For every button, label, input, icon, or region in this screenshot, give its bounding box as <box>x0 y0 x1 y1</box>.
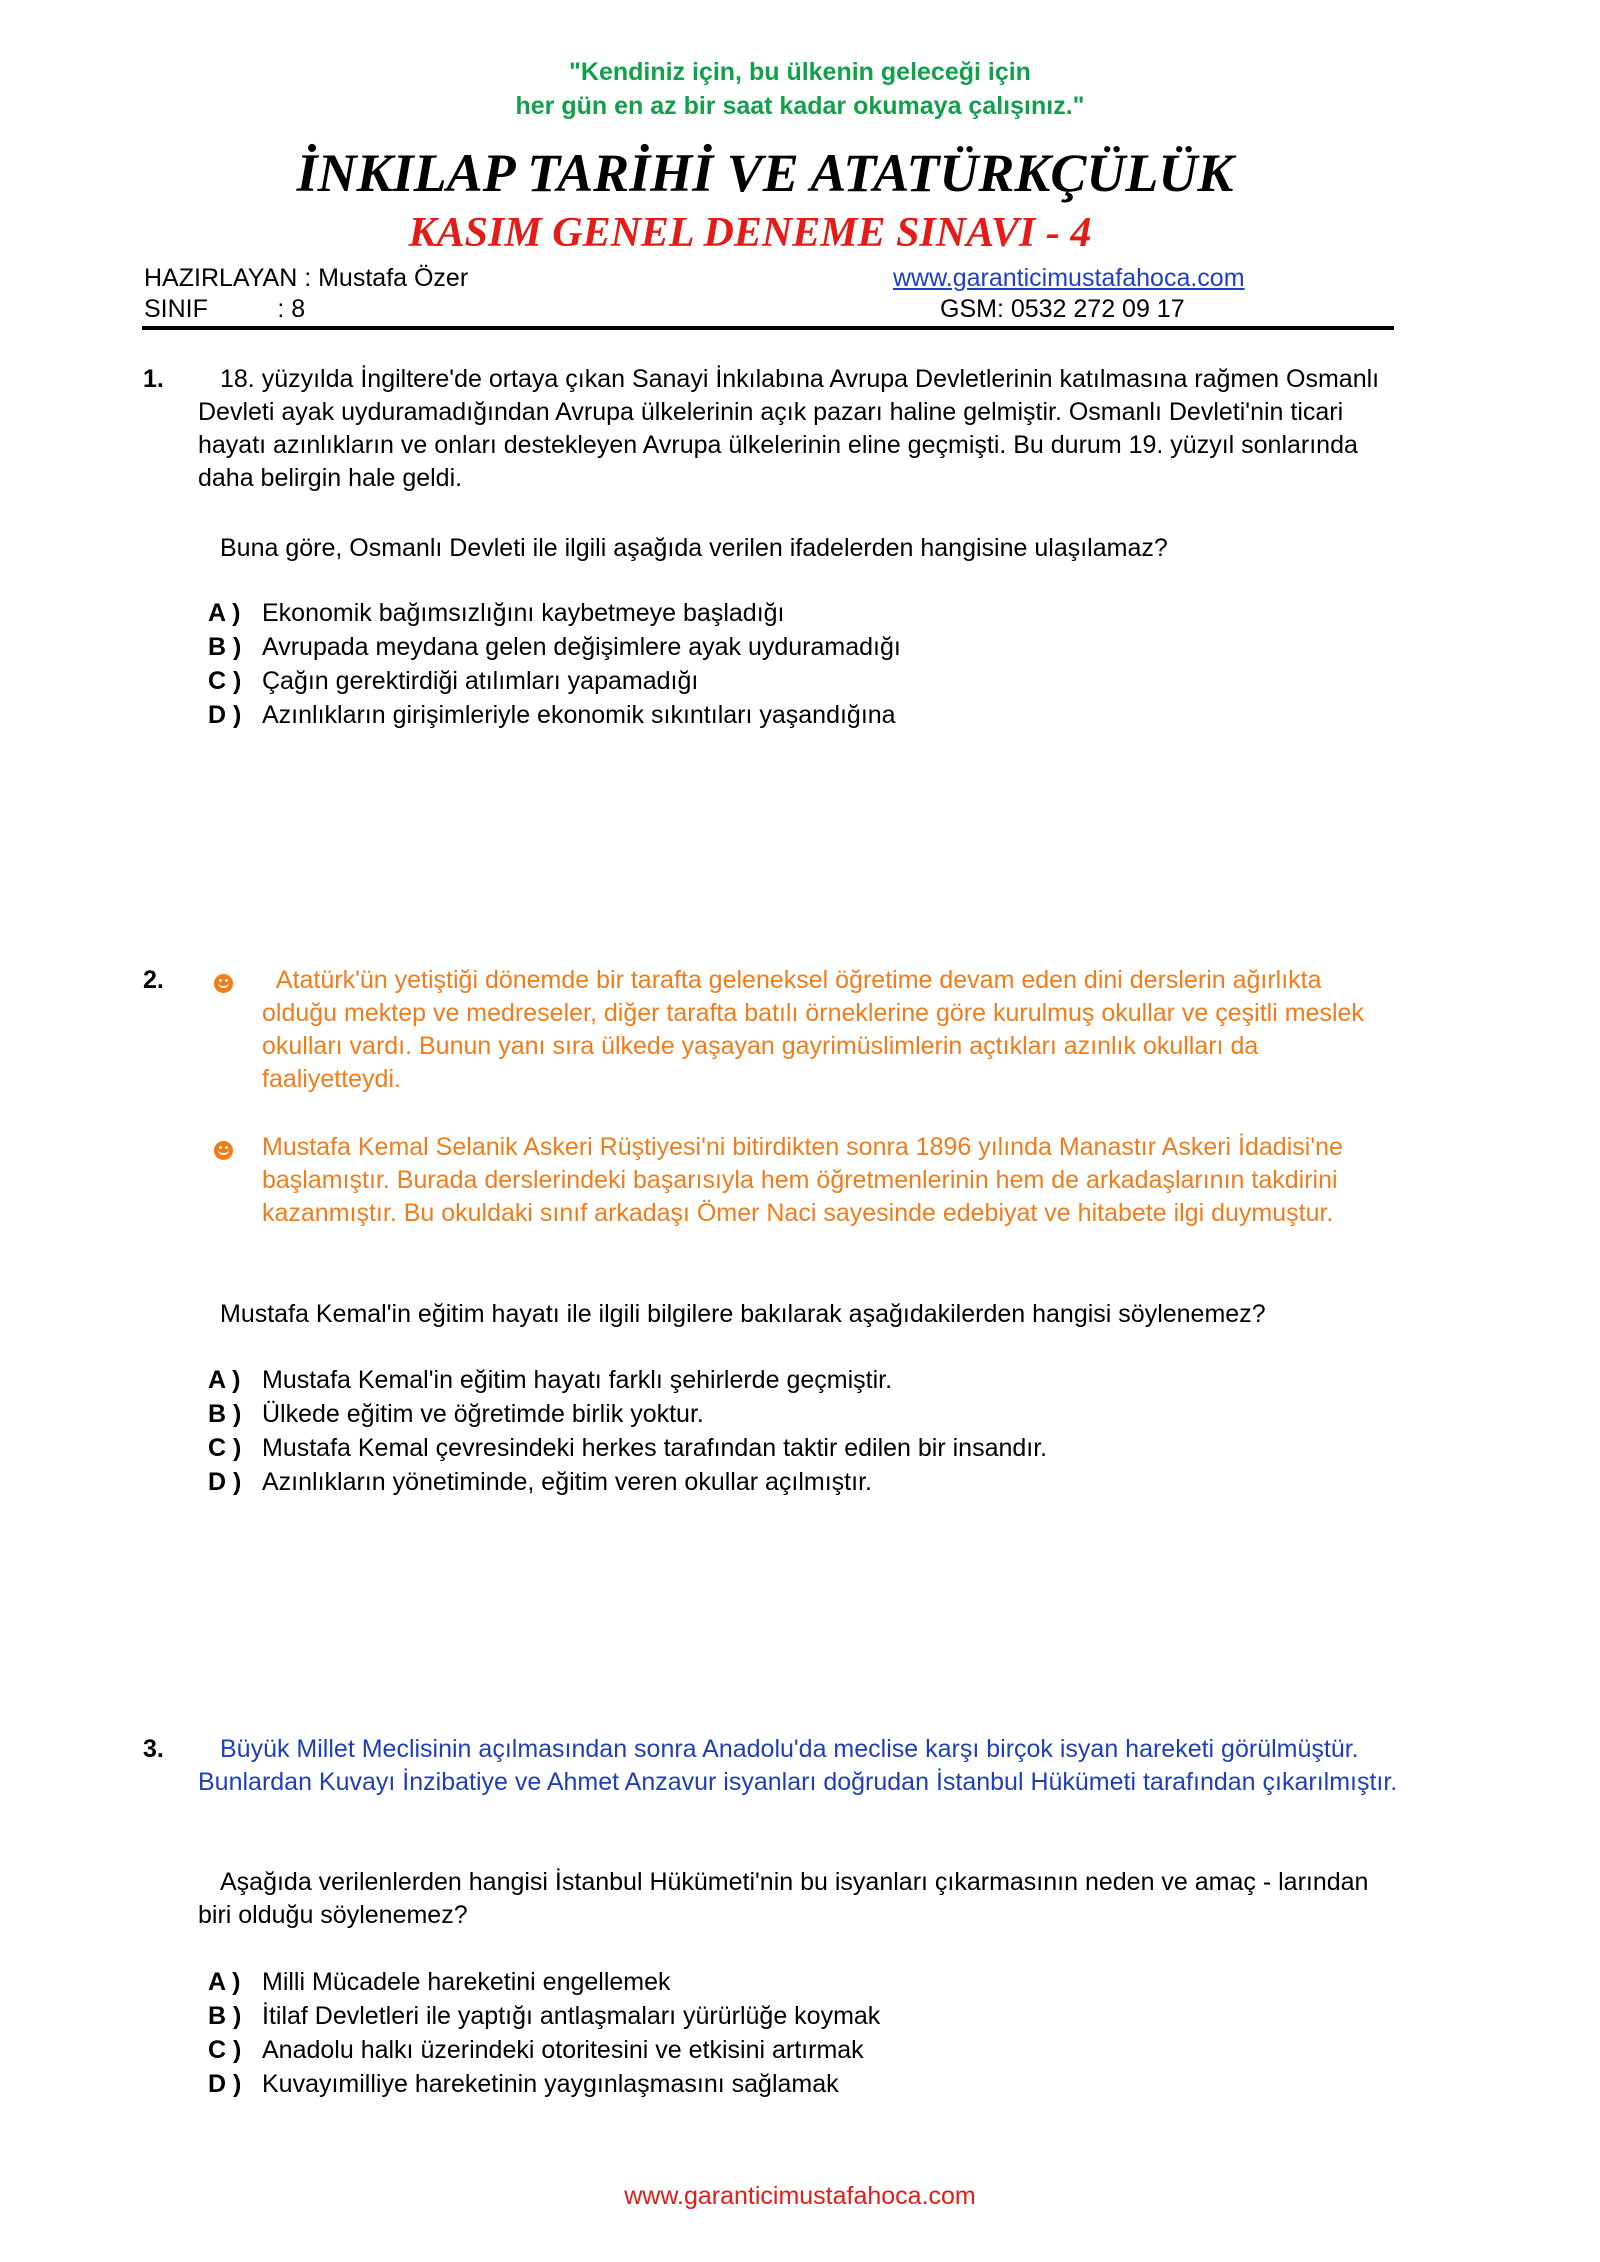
option-letter: B ) <box>208 2002 242 2030</box>
question-1-option-c[interactable] <box>208 665 901 699</box>
question-2-option-d[interactable] <box>208 1466 1047 1500</box>
question-3-number: 3. <box>143 1735 164 1763</box>
question-2-option-a[interactable] <box>208 1364 1047 1398</box>
question-2-options <box>208 1364 1047 1500</box>
option-letter: C ) <box>208 2036 242 2064</box>
question-3-prompt: Aşağıda verilenlerden hangisi İstanbul Hükümeti'nin bu isyanları çıkarmasının neden ve amaç - larından biri olduğu söylenemez? <box>198 1868 1369 1929</box>
question-3-options <box>208 1966 880 2102</box>
question-1-text: 18. yüzyılda İngiltere'de ortaya çıkan Sanayi İnkılabına Avrupa Devletlerinin katılmasına rağmen Osmanlı Devleti ayak uyduramadığından Avrupa ülkelerinin açık pazarı haline gelmiştir. Osmanlı Devleti'nin ticari hayatı azınlıkların ve onları destekleyen Avrupa ülkelerinin eline geçmişti. Bu durum 19. yüzyıl sonlarında daha belirgin hale geldi. <box>198 365 1380 492</box>
question-3-option-c[interactable] <box>208 2034 880 2068</box>
option-text: Kuvayımilliye hareketinin yaygınlaşmasını sağlamak <box>262 2070 839 2098</box>
option-text: Çağın gerektirdiği atılımları yapamadığı <box>262 667 699 695</box>
class-line <box>144 294 305 325</box>
option-text: Mustafa Kemal'in eğitim hayatı farklı şehirlerde geçmiştir. <box>262 1366 893 1394</box>
header-divider <box>142 326 1394 330</box>
option-text: Avrupada meydana gelen değişimlere ayak uyduramadığı <box>262 633 901 661</box>
option-letter: C ) <box>208 1434 242 1462</box>
smiley-bullet-icon <box>214 1141 233 1160</box>
motto-line-2: her gün en az bir saat kadar okumaya çalışınız." <box>515 92 1085 120</box>
option-text: Ülkede eğitim ve öğretimde birlik yoktur. <box>262 1400 704 1428</box>
page-subtitle: KASIM GENEL DENEME SINAVI - 4 <box>408 210 1092 256</box>
question-1-options <box>208 597 901 733</box>
question-3-option-b[interactable] <box>208 2000 880 2034</box>
motto-line-1: "Kendiniz için, bu ülkenin geleceği için <box>569 58 1031 86</box>
option-letter: D ) <box>208 701 242 729</box>
option-text: İtilaf Devletleri ile yaptığı antlaşmaları yürürlüğe koymak <box>262 2002 881 2030</box>
page-title: İNKILAP TARİHİ VE ATATÜRKÇÜLÜK <box>296 143 1234 203</box>
question-3-option-d[interactable] <box>208 2068 880 2102</box>
question-3-option-a[interactable] <box>208 1966 880 2000</box>
question-2-number: 2. <box>143 966 164 994</box>
option-letter: A ) <box>208 599 241 627</box>
option-letter: D ) <box>208 1468 242 1496</box>
question-2-paragraph-1: Atatürk'ün yetiştiği dönemde bir tarafta geleneksel öğretime devam eden dini derslerin ağırlıkta olduğu mektep ve medreseler, diğer tarafta batılı örneklerine göre kurulmuş okullar ve çeşitli meslek okulları vardı. Bunun yanı sıra ülkede yaşayan gayrimüslimlerin açtıkları azınlık okulları da faaliyetteydi. <box>262 966 1371 1093</box>
smiley-bullet-icon <box>214 974 233 993</box>
option-text: Azınlıkların yönetiminde, eğitim veren okullar açılmıştır. <box>262 1468 872 1496</box>
phone-line: GSM: 0532 272 09 17 <box>940 295 1185 323</box>
header-website-link[interactable]: www.garanticimustafahoca.com <box>893 264 1245 292</box>
question-2-option-b[interactable] <box>208 1398 1047 1432</box>
author-line: HAZIRLAYAN : Mustafa Özer <box>144 264 469 292</box>
footer-website-link[interactable]: www.garanticimustafahoca.com <box>624 2182 976 2210</box>
class-line-text: SINIF : 8 <box>144 295 306 323</box>
option-letter: A ) <box>208 1366 241 1394</box>
option-letter: B ) <box>208 1400 242 1428</box>
option-text: Azınlıkların girişimleriyle ekonomik sıkıntıları yaşandığına <box>262 701 896 729</box>
question-1-prompt: Buna göre, Osmanlı Devleti ile ilgili aşağıda verilen ifadelerden hangisine ulaşılamaz? <box>220 534 1168 562</box>
question-1-option-d[interactable] <box>208 699 901 733</box>
question-2-option-c[interactable] <box>208 1432 1047 1466</box>
option-letter: B ) <box>208 633 242 661</box>
option-text: Milli Mücadele hareketini engellemek <box>262 1968 671 1996</box>
option-text: Anadolu halkı üzerindeki otoritesini ve etkisini artırmak <box>262 2036 864 2064</box>
question-1-number: 1. <box>143 365 164 393</box>
question-1-option-b[interactable] <box>208 631 901 665</box>
question-2-prompt: Mustafa Kemal'in eğitim hayatı ile ilgili bilgilere bakılarak aşağıdakilerden hangisi söylenemez? <box>220 1300 1266 1328</box>
question-2-paragraph-2: Mustafa Kemal Selanik Askeri Rüştiyesi'ni bitirdikten sonra 1896 yılında Manastır Askeri İdadisi'ne başlamıştır. Burada derslerindeki başarısıyla hem öğretmenlerinin hem de arkadaşlarının takdirini kazanmıştır. Bu okuldaki sınıf arkadaşı Ömer Naci sayesinde edebiyat ve hitabete ilgi duymuştur. <box>262 1133 1350 1227</box>
option-text: Ekonomik bağımsızlığını kaybetmeye başladığı <box>262 599 785 627</box>
option-letter: D ) <box>208 2070 242 2098</box>
question-1-option-a[interactable] <box>208 597 901 631</box>
option-text: Mustafa Kemal çevresindeki herkes tarafından taktir edilen bir insandır. <box>262 1434 1048 1462</box>
option-letter: A ) <box>208 1968 241 1996</box>
option-letter: C ) <box>208 667 242 695</box>
question-3-text: Büyük Millet Meclisinin açılmasından sonra Anadolu'da meclise karşı birçok isyan hareketi görülmüştür. Bunlardan Kuvayı İnzibatiye ve Ahmet Anzavur isyanları doğrudan İstanbul Hükümeti tarafından çıkarılmıştır. <box>198 1735 1398 1796</box>
